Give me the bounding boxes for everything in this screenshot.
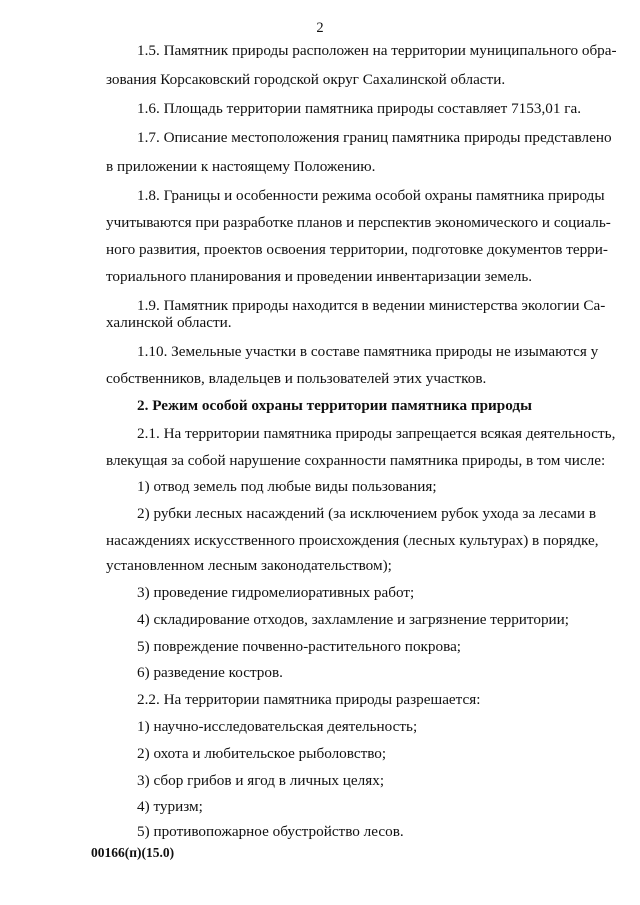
- text-line: учитываются при разработке планов и перспектив экономического и социаль-: [106, 214, 611, 231]
- section-heading: 2. Режим особой охраны территории памятника природы: [137, 397, 532, 414]
- text-line: 1.6. Площадь территории памятника природы составляет 7153,01 га.: [137, 100, 581, 117]
- text-line: ного развития, проектов освоения территории, подготовке документов терри-: [106, 241, 608, 258]
- text-line: насаждениях искусственного происхождения (лесных культурах) в порядке,: [106, 532, 599, 549]
- list-item: 4) складирование отходов, захламление и загрязнение территории;: [137, 611, 570, 628]
- text-line: 2.2. На территории памятника природы разрешается:: [137, 691, 481, 708]
- text-line: влекущая за собой нарушение сохранности памятника природы, в том числе:: [106, 452, 606, 469]
- list-item: 4) туризм;: [137, 798, 203, 815]
- list-item: 2) рубки лесных насаждений (за исключением рубок ухода за лесами в: [137, 505, 596, 522]
- list-item: 1) научно-исследовательская деятельность;: [137, 718, 418, 735]
- list-item: 1) отвод земель под любые виды пользования;: [137, 478, 437, 495]
- text-line: 1.5. Памятник природы расположен на территории муниципального обра-: [137, 42, 617, 59]
- text-line: 1.9. Памятник природы находится в ведении министерства экологии Са-: [137, 297, 606, 314]
- list-item: 3) сбор грибов и ягод в личных целях;: [137, 772, 385, 789]
- text-line: 2.1. На территории памятника природы запрещается всякая деятельность,: [137, 425, 616, 442]
- text-line: собственников, владельцев и пользователей этих участков.: [106, 370, 487, 387]
- list-item: 3) проведение гидромелиоративных работ;: [137, 584, 415, 601]
- text-line: 1.8. Границы и особенности режима особой охраны памятника природы: [137, 187, 605, 204]
- list-item: 2) охота и любительское рыболовство;: [137, 745, 387, 762]
- list-item: 5) противопожарное обустройство лесов.: [137, 823, 404, 840]
- page-number: 2: [316, 20, 324, 36]
- text-line: установленном лесным законодательством);: [106, 557, 392, 574]
- text-line: халинской области.: [106, 314, 232, 331]
- text-line: ториального планирования и проведении инвентаризации земель.: [106, 268, 533, 285]
- text-line: зования Корсаковский городской округ Сахалинской области.: [106, 71, 506, 88]
- document-code: 00166(п)(15.0): [91, 845, 175, 860]
- list-item: 5) повреждение почвенно-растительного покрова;: [137, 638, 462, 655]
- text-line: в приложении к настоящему Положению.: [106, 158, 376, 175]
- text-line: 1.10. Земельные участки в составе памятника природы не изымаются у: [137, 343, 599, 360]
- text-line: 1.7. Описание местоположения границ памятника природы представлено: [137, 129, 612, 146]
- list-item: 6) разведение костров.: [137, 664, 283, 681]
